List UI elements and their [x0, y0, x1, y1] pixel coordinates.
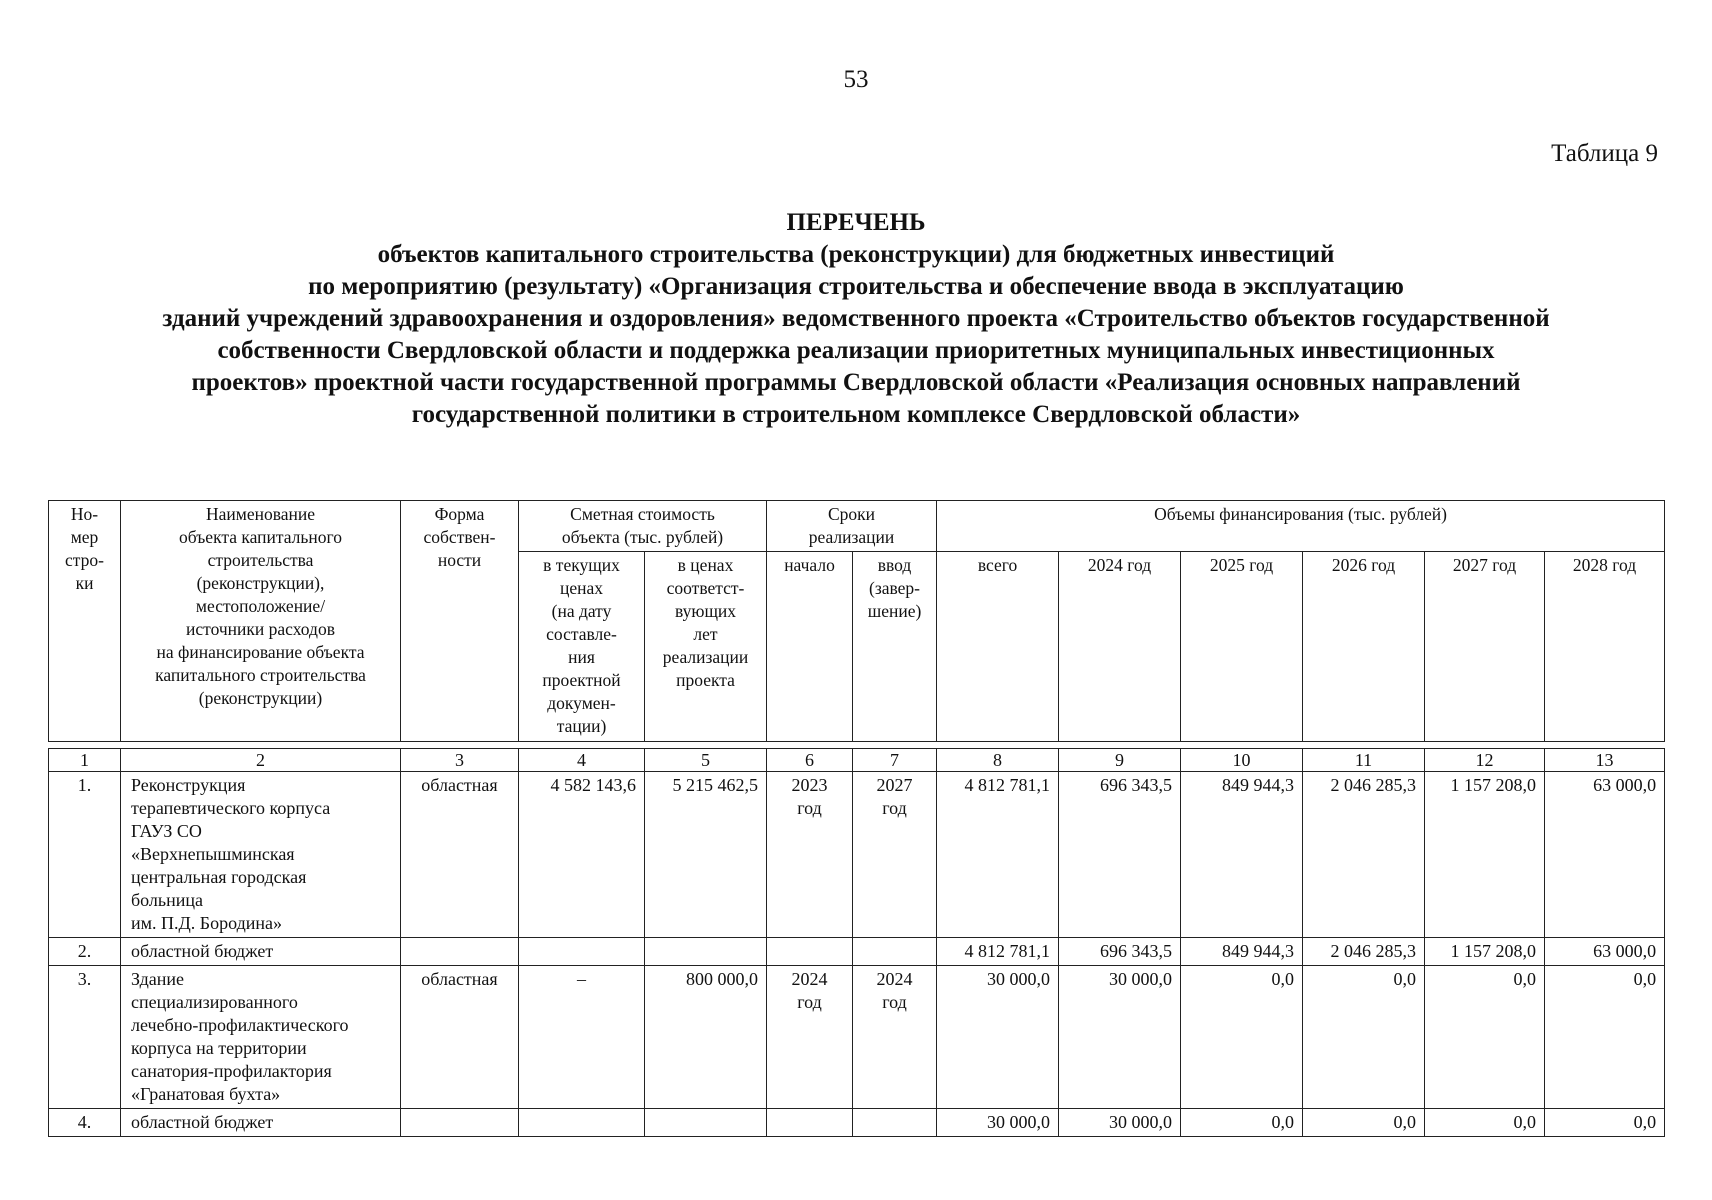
cost-years-cell: 800 000,0 [645, 966, 767, 1109]
document-heading [30, 207, 1682, 431]
y2025-cell: 849 944,3 [1181, 772, 1303, 938]
y2026-cell: 2 046 285,3 [1303, 772, 1425, 938]
column-number: 2 [121, 749, 401, 772]
y2026-cell: 0,0 [1303, 966, 1425, 1109]
object-name: областной бюджет [121, 938, 401, 966]
header-cost-current: в текущих ценах (на дату составле- ния проектной докумен- тации) [519, 552, 645, 742]
column-number: 3 [401, 749, 519, 772]
header-timing: Сроки реализации [767, 501, 937, 552]
heading-title: ПЕРЕЧЕНЬ [786, 209, 926, 236]
header-2027: 2027 год [1425, 552, 1545, 742]
finish-cell: 2024 год [853, 966, 937, 1109]
column-number: 12 [1425, 749, 1545, 772]
header-separator [49, 742, 1665, 749]
y2024-cell: 696 343,5 [1059, 938, 1181, 966]
cost-years-cell [645, 938, 767, 966]
header-2028: 2028 год [1545, 552, 1665, 742]
total-cell: 30 000,0 [937, 966, 1059, 1109]
column-number: 10 [1181, 749, 1303, 772]
y2025-cell: 849 944,3 [1181, 938, 1303, 966]
page-number: 53 [843, 66, 869, 93]
cost-current-cell: 4 582 143,6 [519, 772, 645, 938]
object-name: областной бюджет [121, 1109, 401, 1137]
cost-current-cell [519, 938, 645, 966]
object-name: Здание специализированного лечебно-профилактического корпуса на территории санатория-профилактория «Гранатовая бухта» [121, 966, 401, 1109]
ownership-cell [401, 938, 519, 966]
y2027-cell: 0,0 [1425, 1109, 1545, 1137]
header-2025: 2025 год [1181, 552, 1303, 742]
total-cell: 30 000,0 [937, 1109, 1059, 1137]
header-finish: ввод (завер- шение) [853, 552, 937, 742]
y2024-cell: 696 343,5 [1059, 772, 1181, 938]
cost-years-cell: 5 215 462,5 [645, 772, 767, 938]
header-ownership: Форма собствен- ности [401, 501, 519, 742]
y2028-cell: 63 000,0 [1545, 772, 1665, 938]
capital-construction-table [48, 500, 1665, 1137]
table-label: Таблица 9 [1551, 140, 1658, 167]
column-number: 1 [49, 749, 121, 772]
column-number: 4 [519, 749, 645, 772]
y2027-cell: 1 157 208,0 [1425, 938, 1545, 966]
y2026-cell: 2 046 285,3 [1303, 938, 1425, 966]
y2026-cell: 0,0 [1303, 1109, 1425, 1137]
y2024-cell: 30 000,0 [1059, 1109, 1181, 1137]
header-estimated-cost: Сметная стоимость объекта (тыс. рублей) [519, 501, 767, 552]
total-cell: 4 812 781,1 [937, 772, 1059, 938]
object-name: Реконструкция терапевтического корпуса ГАУЗ СО «Верхнепышминская центральная городская больница им. П.Д. Бородина» [121, 772, 401, 938]
column-number: 5 [645, 749, 767, 772]
finish-cell: 2027 год [853, 772, 937, 938]
table-row [49, 938, 1665, 966]
y2025-cell: 0,0 [1181, 1109, 1303, 1137]
header-row-1 [49, 501, 1665, 552]
ownership-cell [401, 1109, 519, 1137]
column-number: 8 [937, 749, 1059, 772]
header-total: всего [937, 552, 1059, 742]
start-cell [767, 938, 853, 966]
y2028-cell: 0,0 [1545, 966, 1665, 1109]
y2024-cell: 30 000,0 [1059, 966, 1181, 1109]
heading-line: государственной политики в строительном комплексе Свердловской области» [411, 401, 1301, 428]
column-number: 6 [767, 749, 853, 772]
heading-line: объектов капитального строительства (реконструкции) для бюджетных инвестиций [377, 241, 1335, 268]
column-number: 13 [1545, 749, 1665, 772]
cost-current-cell [519, 1109, 645, 1137]
table-row [49, 966, 1665, 1109]
column-number: 7 [853, 749, 937, 772]
start-cell: 2023 год [767, 772, 853, 938]
row-number: 2. [49, 938, 121, 966]
row-number: 1. [49, 772, 121, 938]
heading-line: зданий учреждений здравоохранения и оздоровления» ведомственного проекта «Строительство объектов государственной [162, 305, 1550, 332]
y2028-cell: 0,0 [1545, 1109, 1665, 1137]
total-cell: 4 812 781,1 [937, 938, 1059, 966]
ownership-cell: областная [401, 772, 519, 938]
separator-cell [49, 742, 1665, 749]
table-row [49, 772, 1665, 938]
y2027-cell: 0,0 [1425, 966, 1545, 1109]
cost-years-cell [645, 1109, 767, 1137]
y2028-cell: 63 000,0 [1545, 938, 1665, 966]
y2025-cell: 0,0 [1181, 966, 1303, 1109]
table-row [49, 1109, 1665, 1137]
finish-cell [853, 938, 937, 966]
cost-current-cell: – [519, 966, 645, 1109]
finish-cell [853, 1109, 937, 1137]
ownership-cell: областная [401, 966, 519, 1109]
row-number: 4. [49, 1109, 121, 1137]
header-2024: 2024 год [1059, 552, 1181, 742]
column-number: 11 [1303, 749, 1425, 772]
header-cost-years: в ценах соответст- вующих лет реализации проекта [645, 552, 767, 742]
y2027-cell: 1 157 208,0 [1425, 772, 1545, 938]
column-number: 9 [1059, 749, 1181, 772]
start-cell: 2024 год [767, 966, 853, 1109]
header-funding: Объемы финансирования (тыс. рублей) [937, 501, 1665, 552]
header-object-name: Наименование объекта капитального строительства (реконструкции), местоположение/ источники расходов на финансирование объекта капитального строительства (реконструкции) [121, 501, 401, 742]
header-2026: 2026 год [1303, 552, 1425, 742]
heading-line: по мероприятию (результату) «Организация строительства и обеспечение ввода в эксплуатацию [308, 273, 1404, 300]
column-numbers-row [49, 749, 1665, 772]
header-start: начало [767, 552, 853, 742]
header-row-number: Но- мер стро- ки [49, 501, 121, 742]
heading-line: собственности Свердловской области и поддержка реализации приоритетных муниципальных инвестиционных [217, 337, 1495, 364]
row-number: 3. [49, 966, 121, 1109]
heading-line: проектов» проектной части государственной программы Свердловской области «Реализация основных направлений [191, 369, 1521, 396]
start-cell [767, 1109, 853, 1137]
